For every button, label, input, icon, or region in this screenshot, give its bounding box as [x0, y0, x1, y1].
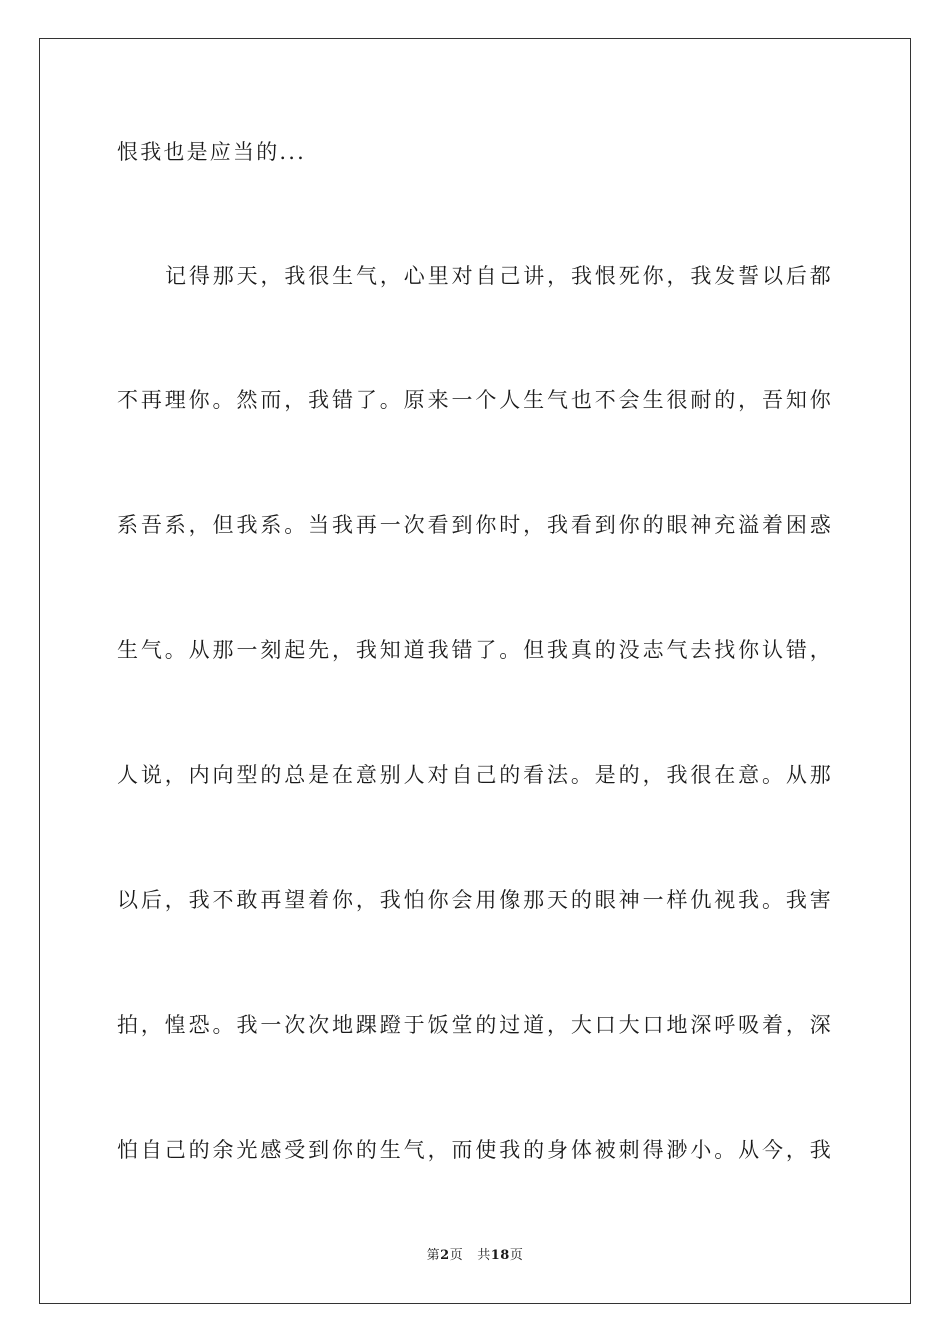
text-line-3: 不再理你。然而，我错了。原来一个人生气也不会生很耐的，吾知你: [117, 388, 833, 412]
text-line-1: 恨我也是应当的...: [117, 140, 307, 164]
total-prefix: 共: [477, 1248, 491, 1263]
page-footer: [0, 1247, 950, 1265]
page-current: 2: [440, 1248, 450, 1263]
text-line-6: 人说，内向型的总是在意别人对自己的看法。是的，我很在意。从那: [117, 763, 833, 787]
text-line-7: 以后，我不敢再望着你，我怕你会用像那天的眼神一样仇视我。我害: [117, 888, 833, 912]
page-total: 18: [490, 1248, 510, 1263]
page-suffix: 页: [449, 1248, 464, 1263]
text-line-9: 怕自己的余光感受到你的生气，而使我的身体被刺得渺小。从今，我: [117, 1138, 833, 1162]
text-line-5: 生气。从那一刻起先，我知道我错了。但我真的没志气去找你认错，: [117, 638, 833, 662]
total-suffix: 页: [509, 1248, 524, 1263]
text-line-2: 记得那天，我很生气，心里对自己讲，我恨死你，我发誓以后都: [165, 264, 833, 288]
text-line-8: 拍，惶恐。我一次次地踝蹬于饭堂的过道，大口大口地深呼吸着，深: [117, 1013, 833, 1037]
page-border: [39, 38, 911, 1304]
page-prefix: 第: [426, 1248, 441, 1263]
text-line-4: 系吾系，但我系。当我再一次看到你时，我看到你的眼神充溢着困惑: [117, 513, 833, 537]
